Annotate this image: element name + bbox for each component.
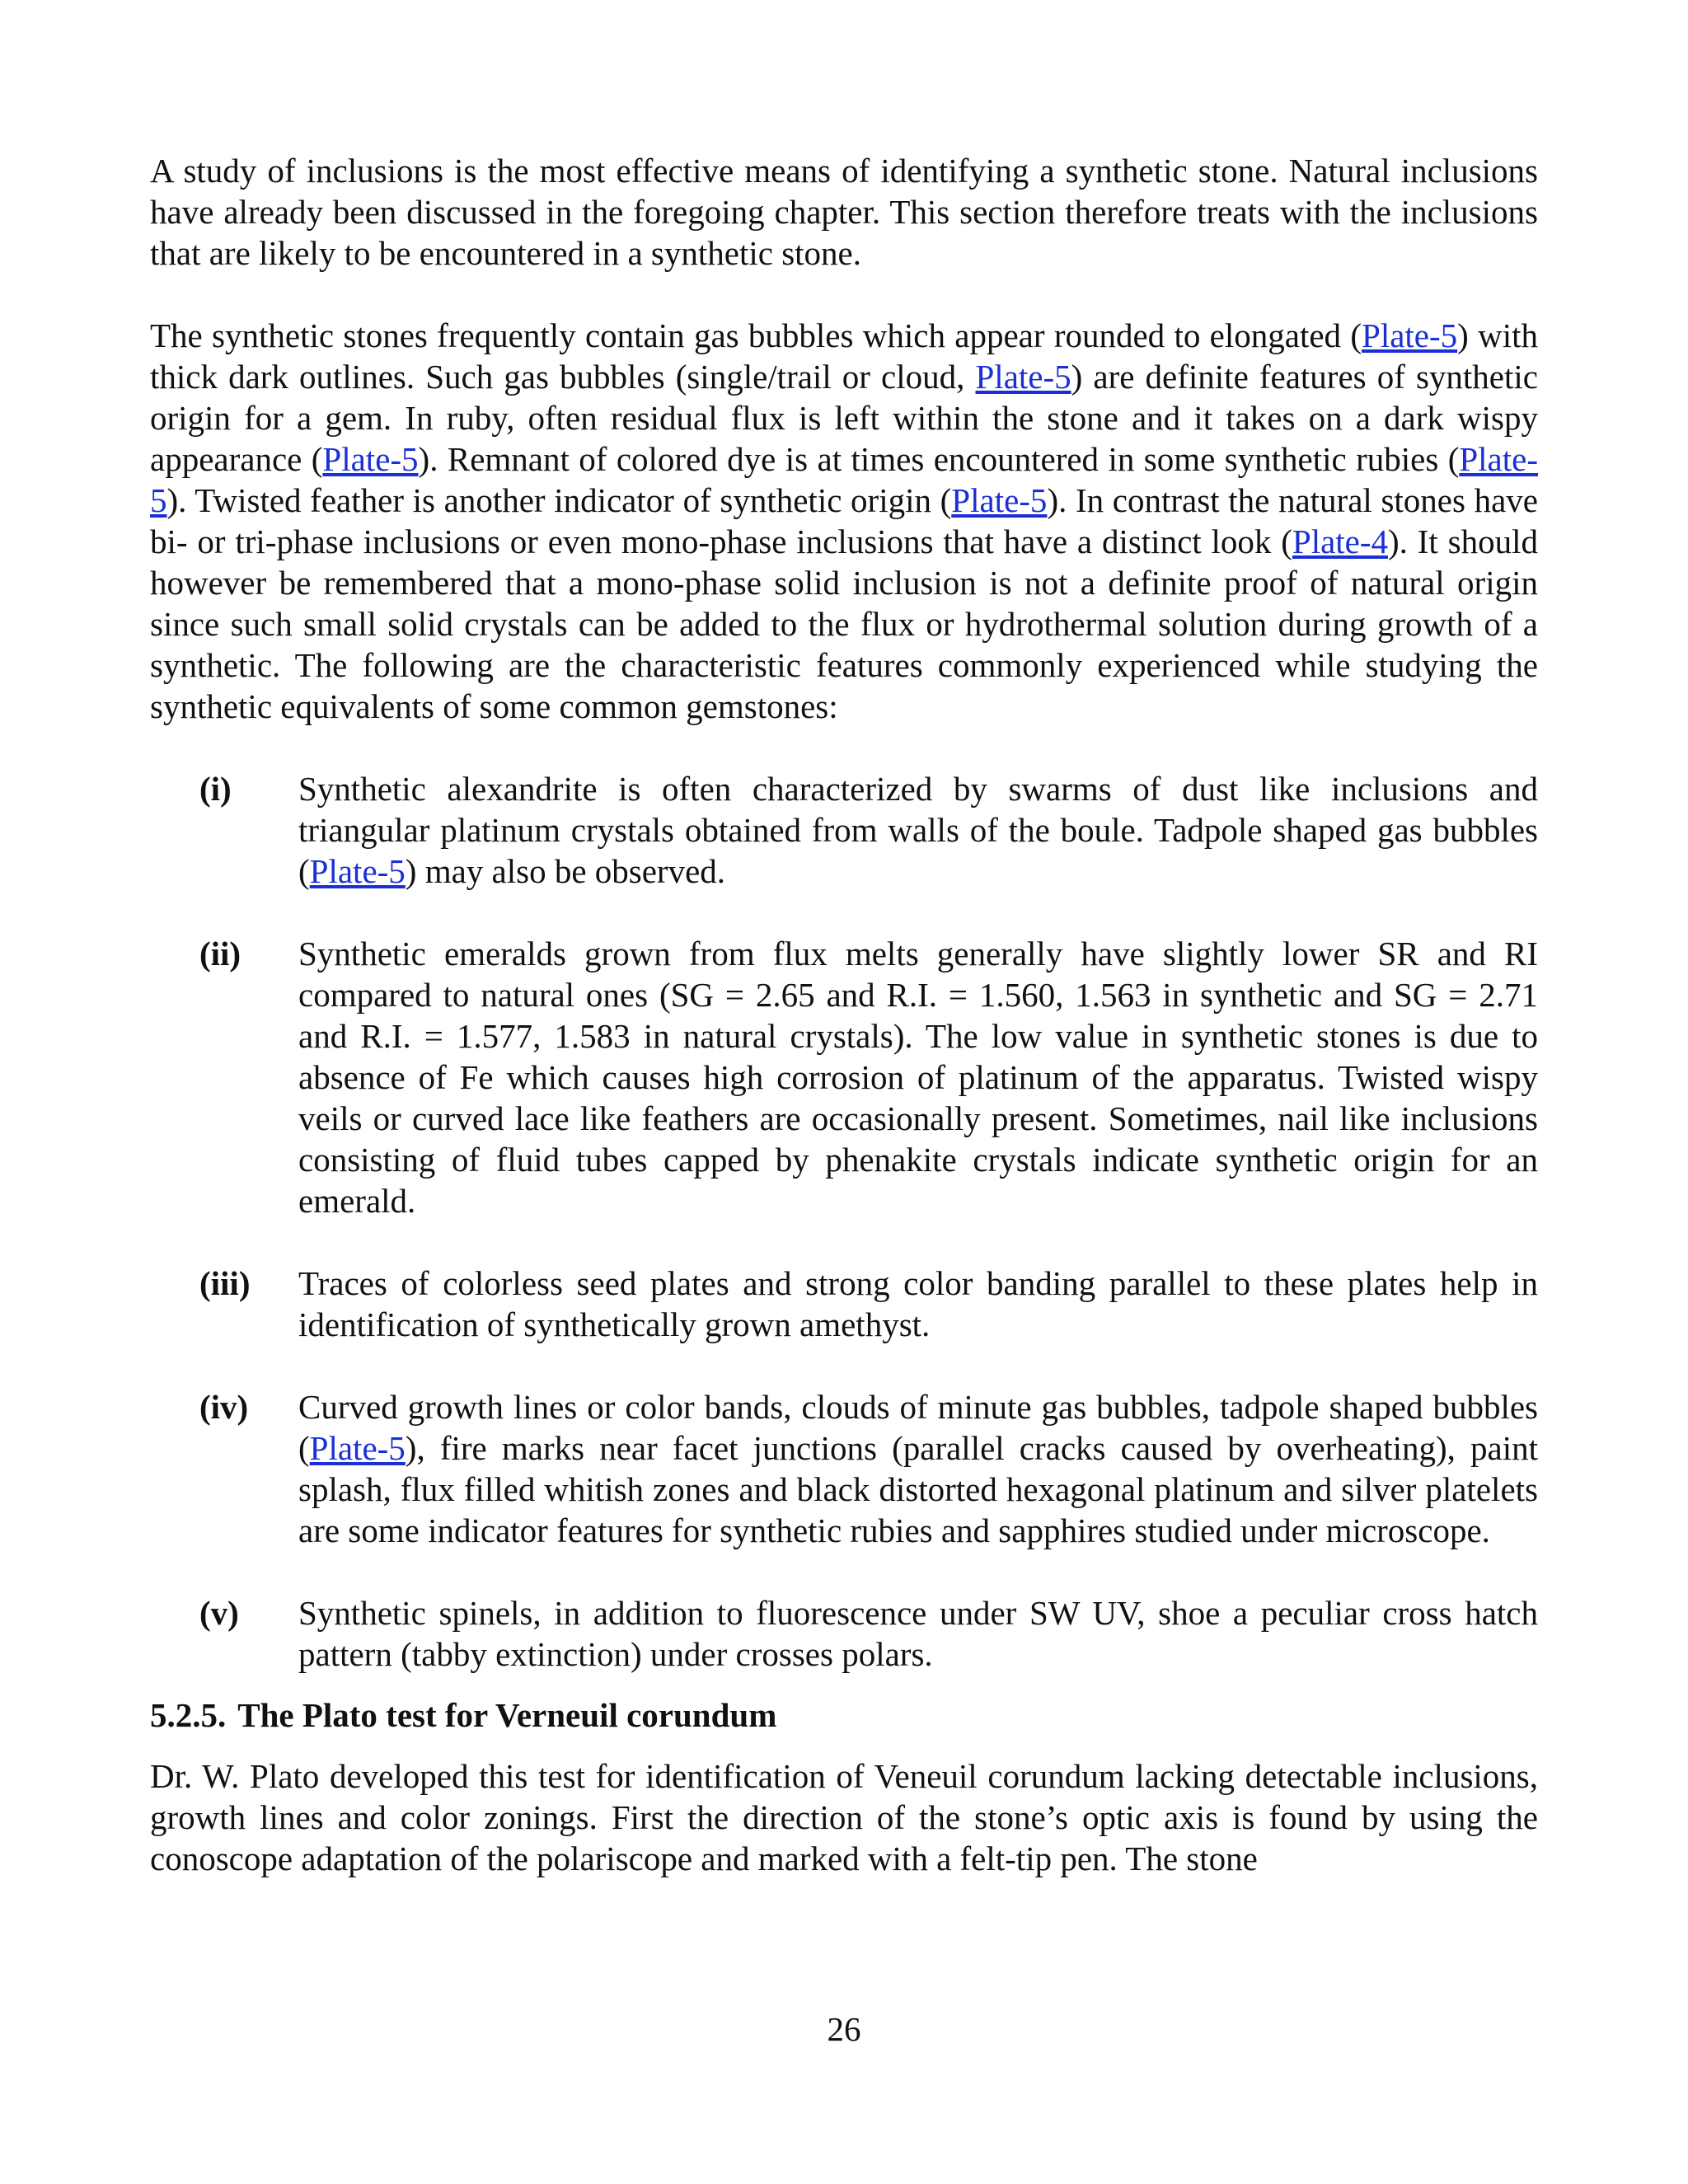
list-item-alexandrite (150, 768, 1538, 892)
page-content (150, 150, 1538, 1879)
list-item-amethyst (150, 1263, 1538, 1345)
paragraph-text: The synthetic stones frequently contain gas bubbles which appear rounded to elongated ( (150, 316, 1362, 354)
plate-4-link[interactable]: Plate-4 (1292, 523, 1389, 560)
list-item-text: Synthetic spinels, in addition to fluorescence under SW UV, shoe a peculiar cross hatch pattern (tabby extinction) under crosses polars. (298, 1594, 1538, 1673)
plate-5-link[interactable]: Plate-5 (975, 358, 1071, 396)
paragraph-text: ). It should however be remembered that a mono-phase solid inclusion is not a definite proof of natural origin since such small solid crystals can be added to the flux or hydrothermal solution during growth of a synthetic. The following are the characteristic features commonly experienced while studying the synthetic equivalents of some common gemstones: (150, 523, 1539, 725)
list-item-text-part: ) may also be observed. (405, 852, 726, 890)
list-item-ruby-sapphire (150, 1386, 1538, 1551)
plate-5-link[interactable]: Plate-5 (150, 440, 1538, 519)
gemstone-list (150, 768, 1538, 1675)
list-marker: (iv) (199, 1388, 249, 1426)
plate-5-link[interactable]: Plate-5 (309, 1429, 406, 1467)
section-title: The Plato test for Verneuil corundum (237, 1696, 777, 1734)
list-item-text: Traces of colorless seed plates and strong color banding parallel to these plates help in identification of synthetically grown amethyst. (298, 1264, 1538, 1343)
paragraph-text: ). Twisted feather is another indicator of synthetic origin ( (166, 481, 952, 519)
section-number: 5.2.5. (150, 1696, 227, 1734)
list-marker: (iii) (199, 1264, 251, 1302)
list-item-text (298, 768, 1538, 892)
paragraph-plato-test: Dr. W. Plato developed this test for identification of Veneuil corundum lacking detectable inclusions, growth lines and color zonings. First the direction of the stone’s optic axis is found by using the conoscope adaptation of the polariscope and marked with a felt-tip pen. The stone (150, 1757, 1538, 1877)
paragraph-text: ). In contrast the natural stones have bi- or tri-phase inclusions or even mono-phase inclusions that have a distinct look ( (150, 481, 1538, 560)
list-marker: (i) (199, 770, 232, 808)
list-marker: (v) (199, 1594, 239, 1632)
plate-5-link[interactable]: Plate-5 (951, 481, 1048, 519)
plate-5-link[interactable]: Plate-5 (1362, 316, 1458, 354)
plate-5-link[interactable]: Plate-5 (309, 852, 406, 890)
paragraph-text: ) with thick dark outlines. Such gas bubbles (single/trail or cloud, (150, 316, 1539, 396)
paragraph-text: ) are definite features of synthetic origin for a gem. In ruby, often residual flux is left within the stone and it takes on a dark wispy appearance ( (150, 358, 1538, 478)
plate-5-link[interactable]: Plate-5 (322, 440, 419, 478)
list-item-text (298, 1386, 1538, 1551)
list-item-text-part: Curved growth lines or color bands, clouds of minute gas bubbles, tadpole shaped bubbles ( (298, 1388, 1538, 1467)
list-item-emerald (150, 933, 1538, 1221)
list-item-text-part: Synthetic alexandrite is often characterized by swarms of dust like inclusions and triangular platinum crystals obtained from walls of the boule. Tadpole shaped gas bubbles ( (298, 770, 1538, 890)
list-marker: (ii) (199, 935, 241, 972)
section-heading (150, 1694, 1538, 1736)
paragraph-text: ). Remnant of colored dye is at times encountered in some synthetic rubies ( (418, 440, 1460, 478)
page-number: 26 (827, 2010, 861, 2048)
paragraph-intro: A study of inclusions is the most effective means of identifying a synthetic stone. Natural inclusions have already been discussed in the foregoing chapter. This section therefore treats with the inclusions that are likely to be encountered in a synthetic stone. (150, 152, 1538, 272)
list-item-text: Synthetic emeralds grown from flux melts generally have slightly lower SR and RI compared to natural ones (SG = 2.65 and R.I. = 1.560, 1.563 in synthetic and SG = 2.71 and R.I. = 1.577, 1.583 in natural crystals). The low value in synthetic stones is due to absence of Fe which causes high corrosion of platinum of the apparatus. Twisted wispy veils or curved lace like feathers are occasionally present. Sometimes, nail like inclusions consisting of fluid tubes capped by phenakite crystals indicate synthetic origin for an emerald. (298, 935, 1538, 1220)
paragraph-synthetic-inclusions (150, 315, 1538, 727)
list-item-spinel (150, 1592, 1538, 1675)
list-item-text-part: ), fire marks near facet junctions (parallel cracks caused by overheating), paint splash, flux filled whitish zones and black distorted hexagonal platinum and silver platelets are some indicator features for synthetic rubies and sapphires studied under microscope. (298, 1429, 1538, 1549)
